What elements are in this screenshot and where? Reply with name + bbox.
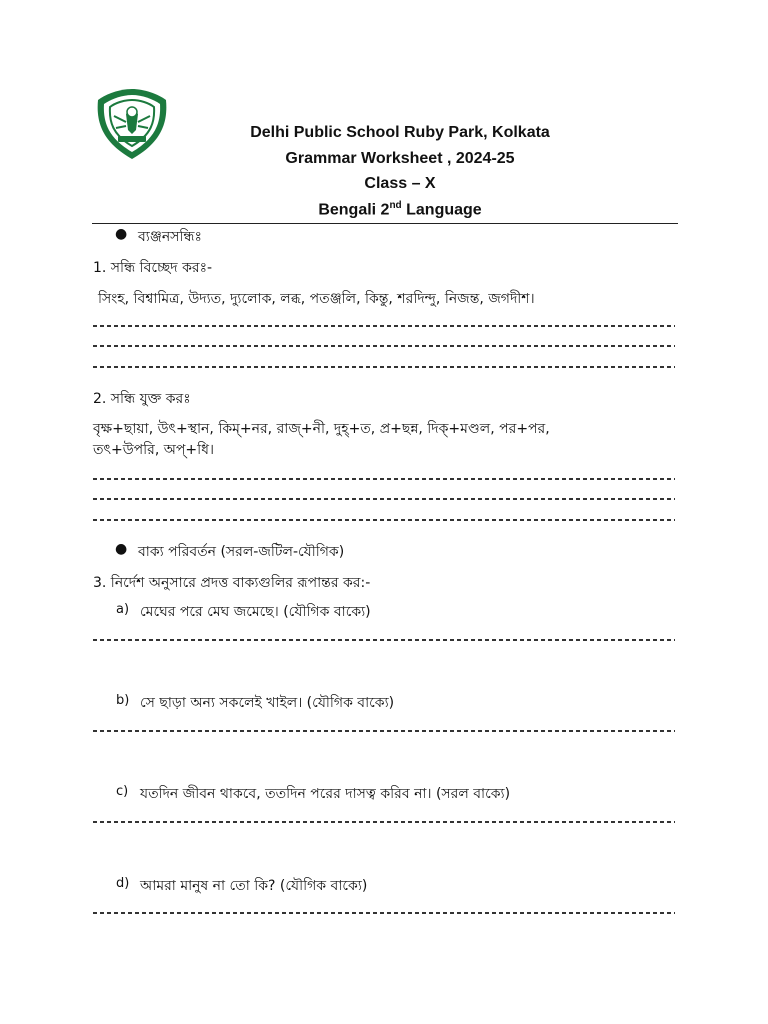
answer-line — [93, 498, 675, 500]
bullet-icon: ● — [115, 226, 128, 242]
item-marker: a) — [116, 602, 130, 617]
item-marker: c) — [116, 784, 129, 799]
answer-line — [93, 912, 675, 914]
question-1-words: সিংহ, বিশ্বামিত্র, উদ্যত, দ্যুলোক, লব্ধ, পতঞ্জলি, কিন্তু, শরদিন্দু, নিজন্ত, জগদীশ। — [98, 291, 535, 307]
item-text: আমরা মানুষ না তো কি? (যৌগিক বাক্যে) — [140, 878, 368, 894]
header-divider — [92, 223, 678, 224]
answer-line — [93, 639, 675, 641]
question-3-label: 3. নির্দেশ অনুসারে প্রদত্ত বাক্যগুলির রূপান্তর কর:- — [93, 575, 371, 591]
class-label: Class – X — [364, 175, 436, 192]
section-title-transformation: বাক্য পরিবর্তন (সরল-জটিল-যৌগিক) — [138, 544, 345, 560]
worksheet-title: Grammar Worksheet , 2024-25 — [285, 150, 515, 167]
item-text: মেঘের পরে মেঘ জমেছে। (যৌগিক বাক্যে) — [140, 604, 371, 620]
school-name: Delhi Public School Ruby Park, Kolkata — [250, 124, 550, 141]
answer-line — [93, 821, 675, 823]
answer-line — [93, 345, 675, 347]
question-1-label: 1. সন্ধি বিচ্ছেদ করঃ- — [93, 260, 213, 276]
question-2-line-1: বৃক্ষ+ছায়া, উৎ+স্থান, কিম্+নর, রাজ্+নী, দুহ্+ত, প্র+ছন্ন, দিক্+মণ্ডল, পর+পর, — [93, 421, 550, 437]
answer-line — [93, 478, 675, 480]
item-marker: d) — [116, 876, 130, 891]
question-2-line-2: তৎ+উপরি, অপ্+ধি। — [93, 442, 214, 458]
item-text: সে ছাড়া অন্য সকলেই খাইল। (যৌগিক বাক্যে) — [140, 695, 395, 711]
subject-title: Bengali 2nd Language — [318, 200, 482, 219]
answer-line — [93, 730, 675, 732]
answer-line — [93, 519, 675, 521]
section-title-sandhi: ব্যঞ্জনসন্ধিঃ — [138, 229, 202, 245]
bullet-icon: ● — [115, 541, 128, 557]
answer-line — [93, 366, 675, 368]
question-2-label: 2. সন্ধি যুক্ত করঃ — [93, 391, 191, 407]
item-text: যতদিন জীবন থাকবে, ততদিন পরের দাসত্ব করিব না। (সরল বাক্যে) — [140, 786, 511, 802]
item-marker: b) — [116, 693, 130, 708]
answer-line — [93, 325, 675, 327]
